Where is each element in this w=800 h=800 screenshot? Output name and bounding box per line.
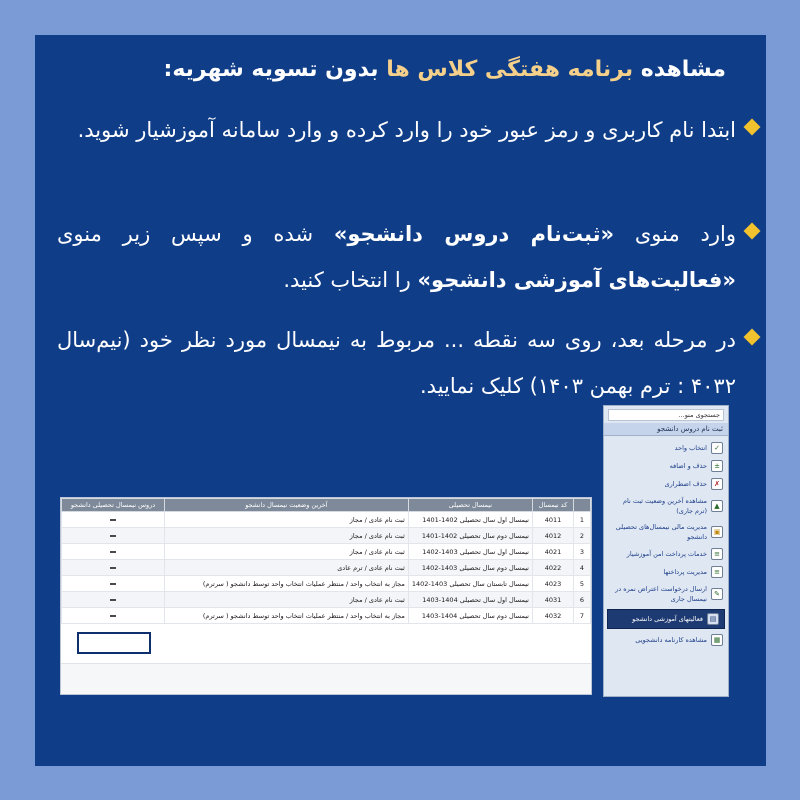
- step-2-submenu-name: «فعالیت‌های آموزشی دانشجو»: [417, 268, 736, 292]
- table-footer: [61, 663, 591, 694]
- instruction-step-3: [57, 317, 736, 409]
- status-icon: ▲: [711, 500, 723, 512]
- ellipsis-icon: [110, 583, 116, 585]
- ellipsis-icon: [110, 519, 116, 521]
- table-row[interactable]: [62, 592, 591, 608]
- semester-name: نیمسال اول سال تحصیلی 1404-1403: [408, 592, 532, 608]
- semesters-table: [61, 498, 591, 624]
- menu-section-header[interactable]: ثبت نام دروس دانشجو: [604, 423, 728, 436]
- menu-item-label: مدیریت پرداختها: [663, 568, 707, 576]
- row-num: 6: [574, 592, 591, 608]
- ellipsis-icon: [110, 535, 116, 537]
- semester-name: نیمسال دوم سال تحصیلی 1402-1401: [408, 528, 532, 544]
- step-2-text-c: را انتخاب کنید.: [283, 268, 418, 292]
- menu-item-add-drop[interactable]: [604, 457, 728, 475]
- bullet-diamond-icon: [744, 329, 761, 346]
- menu-item-student-activities[interactable]: [607, 609, 725, 629]
- semester-code: 4012: [533, 528, 574, 544]
- semester-code: 4021: [533, 544, 574, 560]
- table-row[interactable]: [62, 528, 591, 544]
- menu-item-financial-management[interactable]: [604, 519, 728, 545]
- info-card: [35, 35, 766, 766]
- semester-status: مجاز به انتخاب واحد / منتظر عملیات انتخاب واحد توسط دانشجو ( سرترم): [165, 608, 409, 624]
- col-status[interactable]: آخرین وضعیت نیمسال دانشجو: [165, 499, 409, 512]
- menu-item-label: خدمات پرداخت امن آموزشیار: [626, 550, 707, 558]
- semester-name: نیمسال اول سال تحصیلی 1403-1402: [408, 544, 532, 560]
- menu-search-input[interactable]: جستجوی منو...: [608, 409, 724, 421]
- row-num: 3: [574, 544, 591, 560]
- step-2-text-a: وارد منوی: [614, 222, 736, 246]
- semester-name: نیمسال اول سال تحصیلی 1402-1401: [408, 512, 532, 528]
- grade-appeal-icon: ✎: [711, 588, 723, 600]
- payments-icon: ≡: [711, 566, 723, 578]
- ellipsis-icon: [110, 599, 116, 601]
- more-options-button[interactable]: [62, 512, 165, 528]
- highlight-box: [77, 632, 151, 654]
- menu-item-label: حذف اضطراری: [664, 480, 707, 488]
- menu-item-label: مشاهده آخرین وضعیت ثبت نام (ترم جاری): [622, 497, 707, 515]
- menu-item-label: ارسال درخواست اعتراض نمره در نیمسال جاری: [615, 585, 707, 603]
- semester-status: ثبت نام عادی / مجاز: [165, 544, 409, 560]
- finance-icon: ▣: [711, 526, 723, 538]
- table-row[interactable]: [62, 544, 591, 560]
- table-row[interactable]: [62, 560, 591, 576]
- semester-name: نیمسال دوم سال تحصیلی 1404-1403: [408, 608, 532, 624]
- menu-item-registration-status[interactable]: [604, 493, 728, 519]
- menu-item-transcript[interactable]: [604, 631, 728, 649]
- semesters-table-screenshot: [60, 497, 592, 695]
- table-row[interactable]: [62, 608, 591, 624]
- page-title: [164, 57, 726, 82]
- semester-code: 4031: [533, 592, 574, 608]
- secure-payment-icon: ≡: [711, 548, 723, 560]
- menu-item-select-course[interactable]: [604, 439, 728, 457]
- semester-status: ثبت نام عادی / مجاز: [165, 528, 409, 544]
- more-options-button[interactable]: [62, 608, 165, 624]
- semester-name: نیمسال تابستان سال تحصیلی 1403-1402: [408, 576, 532, 592]
- title-part1: مشاهده: [633, 57, 726, 82]
- row-num: 2: [574, 528, 591, 544]
- table-row[interactable]: [62, 576, 591, 592]
- menu-item-label: مدیریت مالی نیمسال‌های تحصیلی دانشجو: [615, 523, 707, 541]
- emergency-drop-icon: ✗: [711, 478, 723, 490]
- ellipsis-icon: [110, 567, 116, 569]
- bullet-diamond-icon: [744, 119, 761, 136]
- ellipsis-icon: [110, 551, 116, 553]
- row-num: 4: [574, 560, 591, 576]
- semester-status: مجاز به انتخاب واحد / منتظر عملیات انتخاب واحد توسط دانشجو ( سرترم): [165, 576, 409, 592]
- instruction-step-2: [57, 211, 736, 303]
- col-finance[interactable]: دروس نیمسال تحصیلی دانشجو: [62, 499, 165, 512]
- col-code[interactable]: کد نیمسال: [533, 499, 574, 512]
- col-num: [574, 499, 591, 512]
- step-1-text: ابتدا نام کاربری و رمز عبور خود را وارد کرده و وارد سامانه آموزشیار شوید.: [77, 118, 736, 142]
- more-options-button[interactable]: [62, 560, 165, 576]
- semester-code: 4022: [533, 560, 574, 576]
- menu-item-label: مشاهده کارنامه دانشجویی: [635, 636, 707, 644]
- ellipsis-icon: [110, 615, 116, 617]
- step-3-text: در مرحله بعد، روی سه نقطه ... مربوط به نیمسال مورد نظر خود (نیم‌سال ۴۰۳۲ : ترم بهمن ۱۴۰۳) کلیک نمایید.: [57, 328, 736, 398]
- row-num: 7: [574, 608, 591, 624]
- activities-icon: ▤: [707, 613, 719, 625]
- step-2-text-b: شده و سپس زیر منوی: [57, 222, 334, 246]
- add-drop-icon: ±: [711, 460, 723, 472]
- semester-status: ثبت نام عادی / مجاز: [165, 592, 409, 608]
- more-options-button[interactable]: [62, 528, 165, 544]
- instruction-step-1: [57, 107, 736, 153]
- more-options-button[interactable]: [62, 544, 165, 560]
- menu-item-grade-appeal[interactable]: [604, 581, 728, 607]
- menu-item-emergency-drop[interactable]: [604, 475, 728, 493]
- menu-item-payments[interactable]: [604, 563, 728, 581]
- sidebar-menu-screenshot: [603, 405, 729, 697]
- semester-code: 4011: [533, 512, 574, 528]
- semester-status: ثبت نام عادی / ترم عادی: [165, 560, 409, 576]
- semester-code: 4023: [533, 576, 574, 592]
- more-options-button[interactable]: [62, 592, 165, 608]
- transcript-icon: ▦: [711, 634, 723, 646]
- semester-code: 4032: [533, 608, 574, 624]
- col-semester[interactable]: نیمسال تحصیلی: [408, 499, 532, 512]
- table-row[interactable]: [62, 512, 591, 528]
- menu-item-label: حذف و اضافه: [669, 462, 707, 470]
- semester-status: ثبت نام عادی / مجاز: [165, 512, 409, 528]
- more-options-button[interactable]: [62, 576, 165, 592]
- menu-item-label: انتخاب واحد: [674, 444, 707, 452]
- select-course-icon: ✓: [711, 442, 723, 454]
- menu-item-secure-payment[interactable]: [604, 545, 728, 563]
- row-num: 1: [574, 512, 591, 528]
- title-highlight: برنامه هفتگی کلاس ها: [386, 57, 634, 82]
- step-2-menu-name: «ثبت‌نام دروس دانشجو»: [333, 222, 615, 246]
- title-part2: بدون تسویه شهریه:: [163, 57, 387, 82]
- bullet-diamond-icon: [744, 223, 761, 240]
- semester-name: نیمسال دوم سال تحصیلی 1403-1402: [408, 560, 532, 576]
- menu-item-label: فعالیتهای آموزشی دانشجو: [632, 615, 703, 623]
- row-num: 5: [574, 576, 591, 592]
